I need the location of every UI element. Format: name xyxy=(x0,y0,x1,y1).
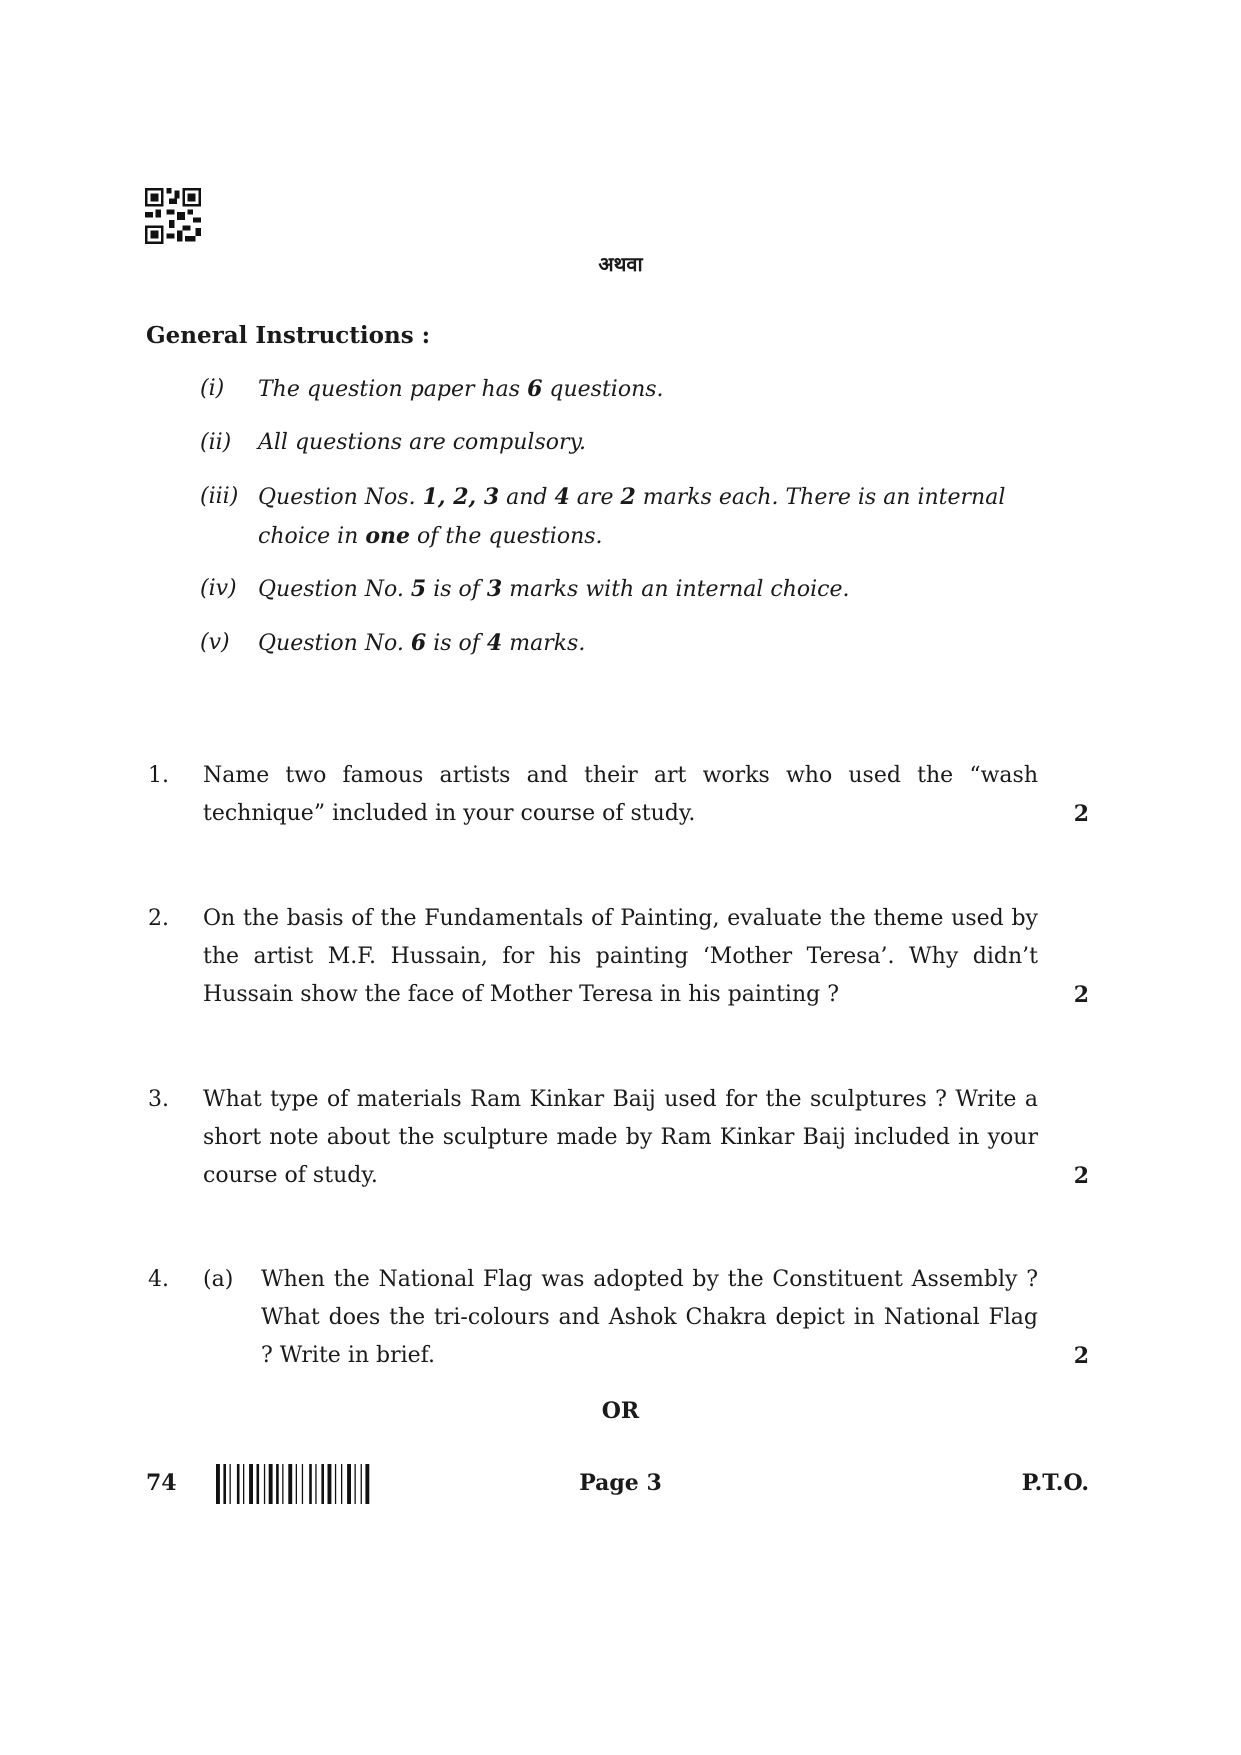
instruction-bold-fragment: 2 xyxy=(620,484,636,510)
instruction-number: (v) xyxy=(200,630,230,655)
barcode-bar xyxy=(296,1464,297,1504)
question-text: What type of materials Ram Kinkar Baij used for the sculptures ? Write a short note about the sculpture made by Ram Kinkar Baij included in your course of study. xyxy=(203,1087,1038,1188)
question-number: 1. xyxy=(148,763,169,788)
instruction-number: (iv) xyxy=(200,576,237,601)
barcode-bar xyxy=(237,1464,240,1504)
general-instructions-title: General Instructions : xyxy=(146,322,431,349)
page-number: Page 3 xyxy=(579,1470,662,1496)
or-hindi-heading: अथवा xyxy=(598,252,643,276)
instruction-bold-fragment: 5 xyxy=(410,576,427,602)
or-label: OR xyxy=(601,1398,640,1424)
instruction-fragment: is of xyxy=(426,577,487,602)
instruction-fragment: and xyxy=(499,485,555,510)
barcode-bar xyxy=(249,1464,253,1504)
barcode-bar xyxy=(335,1464,336,1504)
barcode-bar xyxy=(328,1464,332,1504)
question-marks: 2 xyxy=(1073,1163,1089,1189)
barcode-bar xyxy=(365,1464,369,1504)
question-marks: 2 xyxy=(1073,982,1089,1008)
barcode-bar xyxy=(269,1464,273,1504)
instruction-fragment: Question No. xyxy=(258,577,411,602)
barcode-bar xyxy=(355,1464,356,1504)
instruction-fragment: are xyxy=(569,485,621,510)
pto-label: P.T.O. xyxy=(1021,1470,1089,1496)
barcode-bar xyxy=(288,1464,292,1504)
question-text: Name two famous artists and their art works who used the “wash technique” included in your course of study. xyxy=(203,763,1038,826)
instruction-text xyxy=(258,624,1078,663)
question-text: When the National Flag was adopted by the Constituent Assembly ? What does the tri-colours and Ashok Chakra depict in National Flag ? Write in brief. xyxy=(261,1267,1038,1368)
instruction-fragment: of the questions. xyxy=(409,524,603,549)
qr-code-icon xyxy=(145,188,201,244)
barcode-icon xyxy=(216,1464,402,1504)
barcode-bar xyxy=(361,1464,362,1504)
instruction-fragment: All questions are compulsory. xyxy=(258,430,587,455)
instruction-fragment: The question paper has xyxy=(258,377,528,402)
question-text: On the basis of the Fundamentals of Painting, evaluate the theme used by the artist M.F. Hussain, for his painting ‘Mother Teresa’. Why didn’t Hussain show the face of Mother Teresa in his painting ? xyxy=(203,906,1038,1007)
barcode-bar xyxy=(257,1464,260,1504)
barcode-bar xyxy=(230,1464,231,1504)
instruction-fragment: marks. xyxy=(502,631,586,656)
question-number: 4. xyxy=(148,1267,169,1292)
instruction-text xyxy=(258,424,1078,462)
instruction-text xyxy=(258,370,1078,409)
instruction-fragment: Question Nos. xyxy=(258,485,423,510)
instruction-bold-fragment: 6 xyxy=(527,376,543,402)
instruction-bold-fragment: 4 xyxy=(486,630,503,656)
barcode-bar xyxy=(282,1464,283,1504)
barcode-bar xyxy=(347,1464,351,1504)
question-number: 2. xyxy=(148,906,169,931)
instruction-text xyxy=(258,478,1078,556)
barcode-bar xyxy=(315,1464,316,1504)
instruction-fragment: marks each. There is an internal choice in xyxy=(258,485,1006,549)
barcode-bar xyxy=(341,1464,342,1504)
paper-code: 74 xyxy=(146,1470,177,1496)
instruction-number: (iii) xyxy=(200,484,239,509)
question-number: 3. xyxy=(148,1087,169,1112)
instruction-fragment: marks with an internal choice. xyxy=(502,577,850,602)
barcode-bar xyxy=(223,1464,226,1504)
barcode-bar xyxy=(302,1464,303,1504)
instruction-number: (ii) xyxy=(200,430,232,455)
barcode-bar xyxy=(264,1464,265,1504)
question-marks: 2 xyxy=(1073,1343,1089,1369)
instruction-bold-fragment: one xyxy=(365,523,410,549)
instruction-fragment: questions. xyxy=(542,377,664,402)
instruction-number: (i) xyxy=(200,376,225,401)
barcode-bar xyxy=(309,1464,312,1504)
barcode-bar xyxy=(321,1464,324,1504)
barcode-bar xyxy=(216,1464,220,1504)
barcode-bar xyxy=(243,1464,244,1504)
question-marks: 2 xyxy=(1073,801,1089,827)
instruction-bold-fragment: 6 xyxy=(410,630,427,656)
instruction-fragment: is of xyxy=(426,631,487,656)
instruction-text xyxy=(258,570,1078,609)
instruction-bold-fragment: 3 xyxy=(486,576,503,602)
instruction-fragment: Question No. xyxy=(258,631,411,656)
sub-question-label: (a) xyxy=(203,1267,234,1292)
barcode-bar xyxy=(276,1464,279,1504)
instruction-bold-fragment: 1, 2, 3 xyxy=(422,484,500,510)
instruction-bold-fragment: 4 xyxy=(554,484,570,510)
